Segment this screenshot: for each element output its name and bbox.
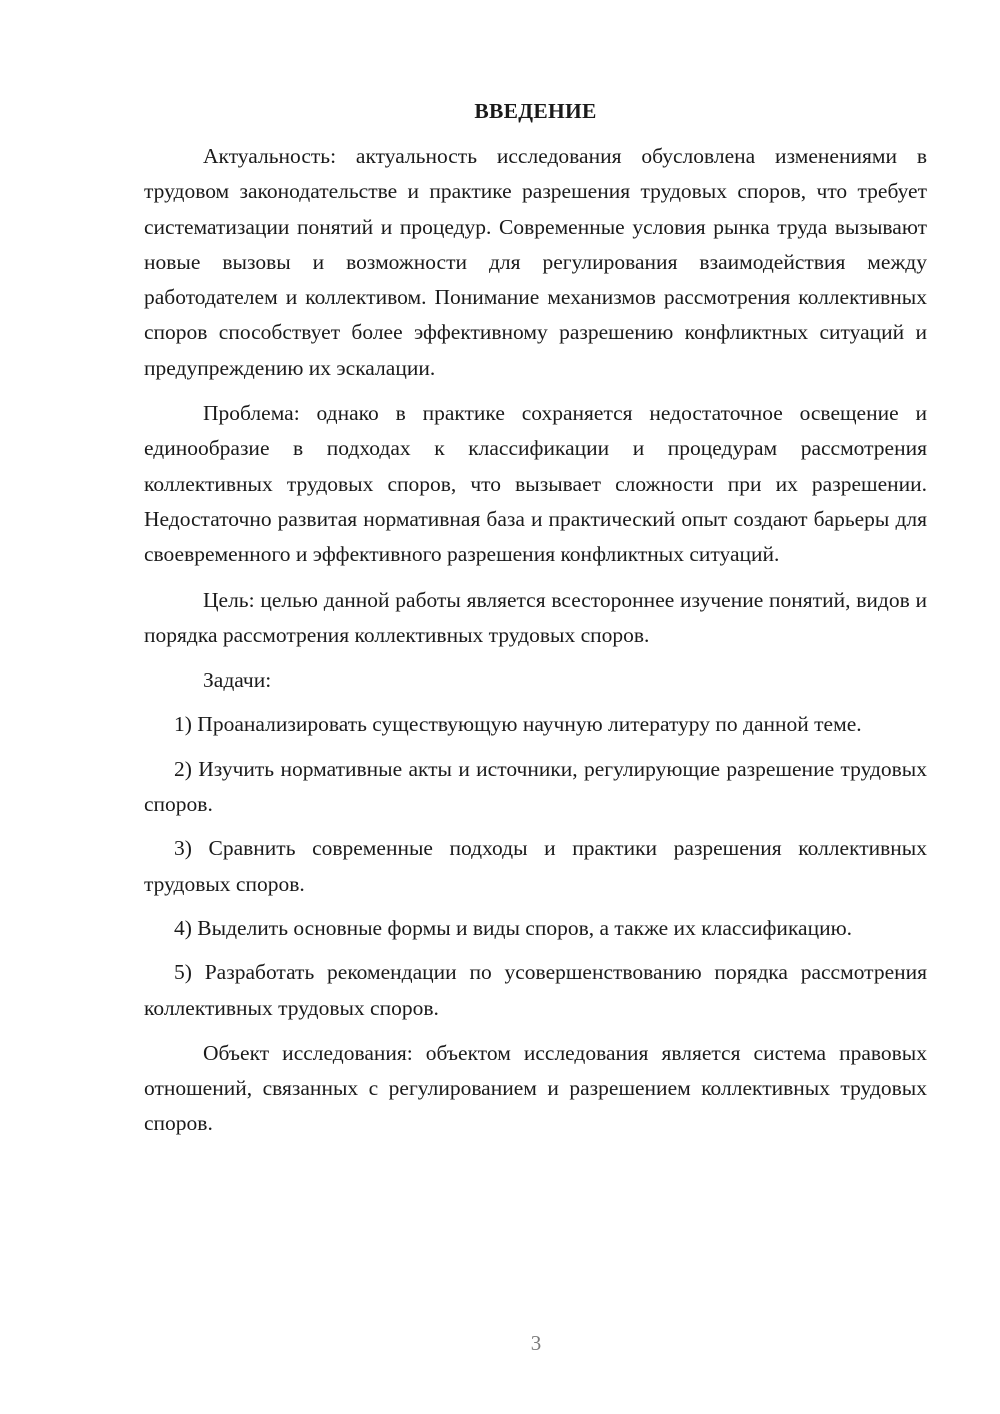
- list-item: [144, 911, 927, 946]
- list-item: [144, 707, 927, 742]
- list-item-text: Изучить нормативные акты и источники, регулирующие разрешение трудовых споров.: [144, 756, 928, 817]
- list-item-text: Сравнить современные подходы и практики разрешения коллективных трудовых споров.: [144, 836, 927, 896]
- page-number: 3: [530, 1331, 542, 1355]
- paragraph-relevance: Актуальность: актуальность исследования обусловлена изменениями в трудовом законодательстве и практике разрешения трудовых споров, что требует систематизации понятий и процедур. Современные условия рынка труда вызывают новые вызовы и возможности для регулирования взаимодействия между работодателем и коллективом. Понимание механизмов рассмотрения коллективных споров способствует более эффективному разрешению конфликтных ситуаций и предупреждению их эскалации.: [144, 144, 927, 380]
- tasks-list: [144, 707, 927, 1025]
- list-item-number: 5): [174, 960, 192, 985]
- paragraph-object: Объект исследования: объектом исследования является система правовых отношений, связанных с регулированием и разрешением коллективных трудовых споров.: [144, 1040, 927, 1136]
- tasks-heading: Задачи:: [203, 668, 272, 693]
- list-item: [144, 752, 927, 823]
- page-title: ВВЕДЕНИЕ: [474, 99, 597, 123]
- list-item-number: 2): [174, 756, 192, 781]
- paragraph-problem: Проблема: однако в практике сохраняется недостаточное освещение и единообразие в подходах к классификации и процедурам рассмотрения коллективных трудовых споров, что вызывает сложности при их разрешении. Недостаточно развитая нормативная база и практический опыт создают барьеры для своевременного и эффективного разрешения конфликтных ситуаций.: [144, 401, 927, 567]
- list-item-text: Разработать рекомендации по усовершенствованию порядка рассмотрения коллективных трудовых споров.: [144, 960, 928, 1020]
- list-item-number: 1): [174, 712, 192, 737]
- list-item-text: Проанализировать существующую научную литературу по данной теме.: [197, 712, 862, 737]
- list-item-number: 3): [174, 836, 192, 861]
- list-item-number: 4): [174, 915, 192, 940]
- list-item-text: Выделить основные формы и виды споров, а также их классификацию.: [197, 915, 853, 940]
- document-body: [144, 96, 927, 1142]
- list-item: [144, 831, 927, 902]
- paragraph-goal: Цель: целью данной работы является всестороннее изучение понятий, видов и порядка рассмотрения коллективных трудовых споров.: [144, 587, 927, 647]
- list-item: [144, 955, 927, 1026]
